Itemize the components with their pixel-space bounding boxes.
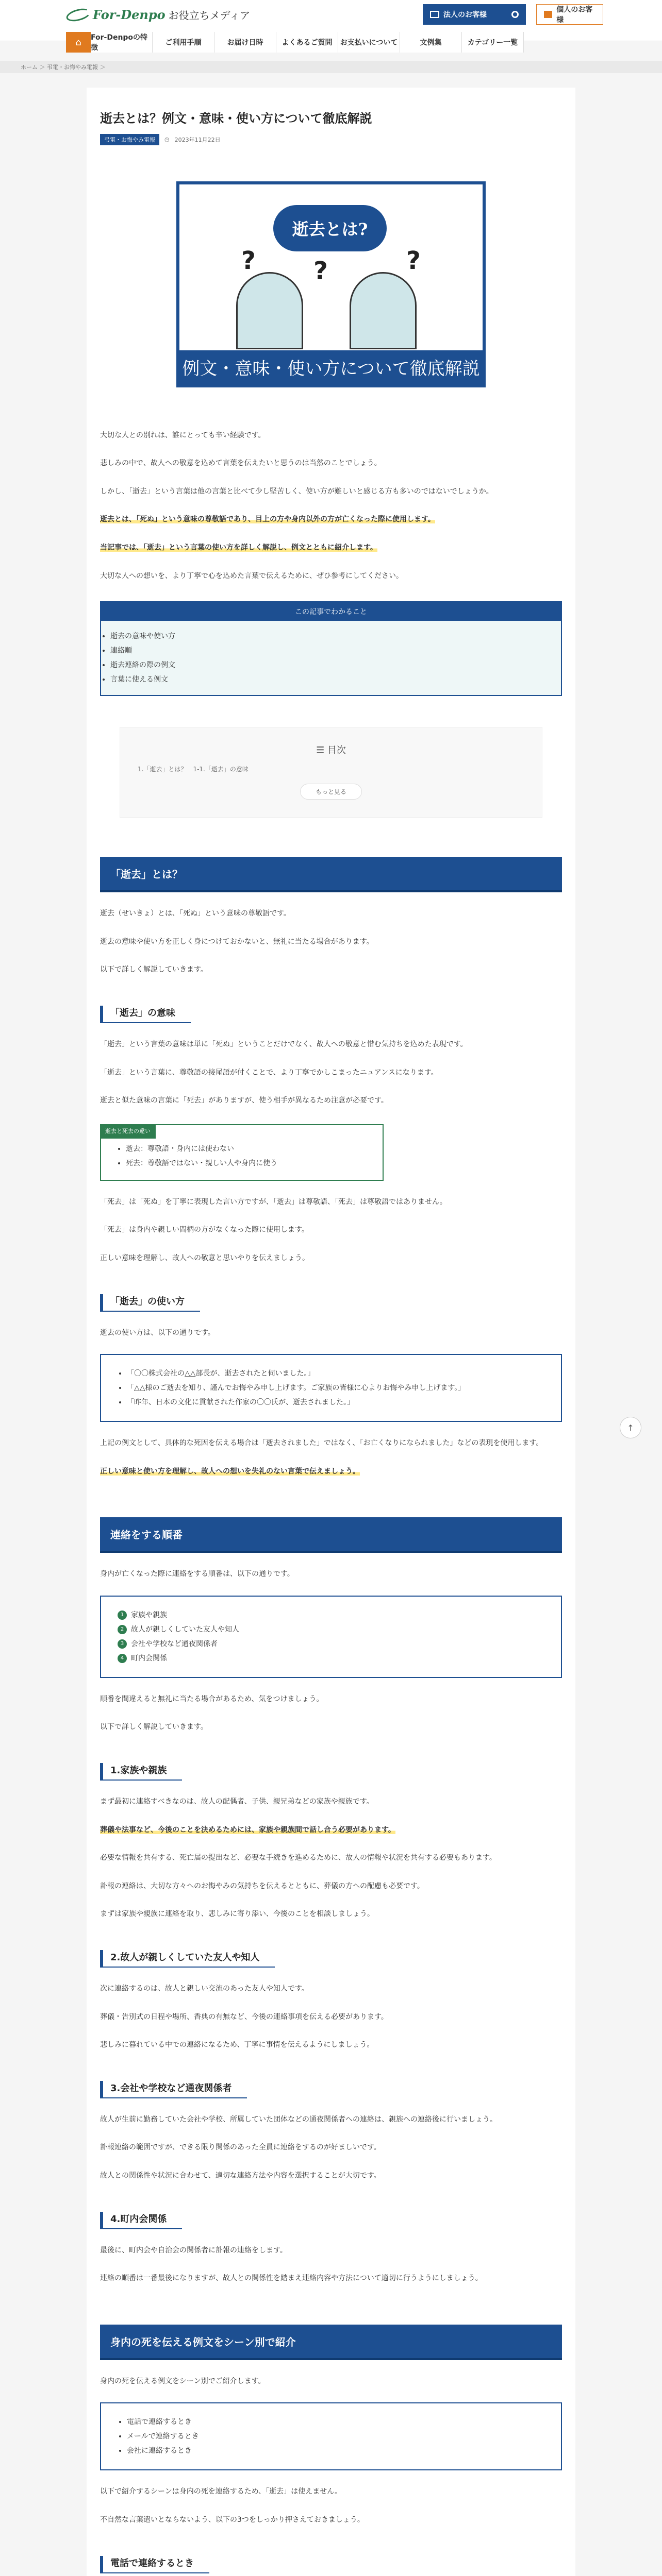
- body-paragraph: 「死去」は「死ぬ」を丁寧に表現した言い方ですが、「逝去」は尊敬語、「死去」は尊敬語ではありません。: [100, 1197, 447, 1206]
- intro-paragraph: 大切な人との別れは、誰にとっても辛い経験です。: [100, 431, 266, 439]
- order-item: 3 会社や学校など通夜関係者: [118, 1637, 544, 1651]
- body-paragraph: 正しい意味を理解し、故人への敬意と思いやりを伝えましょう。: [100, 1253, 309, 1262]
- toc-title-text: 目次: [327, 745, 346, 756]
- section-heading: 連絡をする順番: [100, 1517, 562, 1553]
- global-nav: [66, 32, 524, 53]
- body-paragraph: 以下で詳しく解説していきます。: [100, 965, 208, 974]
- nav-item-categories[interactable]: カテゴリー一覧: [462, 32, 524, 53]
- usage-item: • 「〇〇株式会社の△△部長が、逝去されたと伺いました。」: [127, 1366, 544, 1381]
- summary-item: • 逝去連絡の際の例文: [110, 658, 540, 672]
- scene-item: • メールで連絡するとき: [127, 2429, 544, 2444]
- logo-brand: For-Denpo: [93, 7, 166, 22]
- order-item-label: 家族や親族: [131, 1611, 167, 1619]
- order-item: 4 町内会関係: [118, 1651, 544, 1666]
- intro-paragraph: [100, 541, 562, 555]
- usage-item: • 「△△様のご逝去を知り、謹んでお悔やみ申し上げます。ご家族の皆様に心よりお悔やみ申し上げます。」: [127, 1381, 544, 1395]
- toc-link[interactable]: 1.「逝去」とは？ 1-1.「逝去」の意味: [138, 766, 249, 773]
- scroll-up-button[interactable]: ↑: [620, 1417, 641, 1438]
- difference-box: [100, 1124, 384, 1181]
- nav-item-templates[interactable]: 文例集: [400, 32, 462, 53]
- body-paragraph: 次に連絡するのは、故人と親しい交流のあった友人や知人です。: [100, 1985, 309, 1993]
- body-paragraph: 順番を間違えると無礼に当たる場合があるため、気をつけましょう。: [100, 1694, 324, 1703]
- intro-paragraph: [100, 513, 562, 527]
- body-paragraph: 訃報連絡の範囲ですが、できる限り関係のあった全員に連絡をするのが好ましいです。: [100, 2143, 381, 2152]
- home-icon[interactable]: ⌂: [66, 32, 91, 53]
- body-paragraph: 葬儀・告別式の日程や場所、香典の有無など、今後の連絡事項を伝える必要があります。: [100, 2012, 388, 2021]
- personal-button[interactable]: [536, 4, 603, 25]
- body-paragraph: 身内の死を伝える例文をシーン別でご紹介します。: [100, 2377, 266, 2385]
- usage-box: [100, 1354, 562, 1422]
- site-logo[interactable]: [66, 7, 250, 22]
- logo-mark-icon: [65, 6, 92, 24]
- table-of-contents: [120, 727, 542, 818]
- summary-item: • 連絡順: [110, 643, 540, 658]
- body-paragraph: 「死去」は身内や親しい間柄の方がなくなった際に使用します。: [100, 1226, 309, 1234]
- order-item-label: 会社や学校など通夜関係者: [131, 1639, 218, 1648]
- body-paragraph: 逝去（せいきょ）とは、「死ぬ」という意味の尊敬語です。: [100, 909, 291, 918]
- nav-item-delivery[interactable]: お届け日時: [214, 32, 276, 53]
- body-paragraph: まずは家族や親族に連絡を取り、悲しみに寄り添い、今後のことを相談しましょう。: [100, 1910, 374, 1919]
- scene-box: [100, 2402, 562, 2470]
- difference-tag: 逝去と死去の違い: [100, 1124, 156, 1139]
- body-paragraph: まず最初に連絡すべきなのは、故人の配偶者、子供、親兄弟などの家族や親族です。: [100, 1798, 374, 1806]
- question-mark-icon: ?: [241, 246, 256, 275]
- body-paragraph: 故人が生前に勤務していた会社や学校、所属していた団体などの通夜関係者への連絡は、親族への連絡後に行いましょう。: [100, 2115, 497, 2124]
- clock-icon: ◷: [164, 136, 170, 143]
- order-item-label: 町内会関係: [131, 1654, 167, 1663]
- breadcrumb-bar: [0, 61, 662, 73]
- order-item: 2 故人が親しくしていた友人や知人: [118, 1622, 544, 1637]
- toc-title: [138, 743, 524, 756]
- difference-item: • 逝去：尊敬語・身内には使わない: [126, 1142, 367, 1156]
- body-paragraph: 以下で詳しく解説していきます。: [100, 1723, 208, 1732]
- scene-item: • 会社に連絡するとき: [127, 2444, 544, 2458]
- list-icon: ☰: [316, 745, 327, 756]
- highlight-text: 正しい意味と使い方を理解し、故人への想いを失礼のない言葉で伝えましょう。: [100, 1467, 360, 1476]
- person-illustration: [236, 272, 303, 349]
- subsection-heading: 電話で連絡するとき: [100, 2556, 209, 2573]
- page-title: 逝去とは？例文・意味・使い方について徹底解説: [100, 111, 372, 126]
- highlight-text: 逝去とは、「死ぬ」という意味の尊敬語であり、目上の方や身内以外の方が亡くなった際に使用します。: [100, 515, 435, 524]
- summary-title: この記事でわかること: [101, 602, 561, 621]
- body-paragraph: 訃報の連絡は、大切な方々へのお悔やみの気持ちを伝えるとともに、葬儀の方への配慮も必要です。: [100, 1882, 424, 1890]
- summary-item: • 逝去の意味や使い方: [110, 629, 540, 643]
- body-paragraph: 不自然な言葉遣いとならないよう、以下の3つをしっかり押さえておきましょう。: [100, 2515, 365, 2524]
- subsection-heading: 「逝去」の意味: [100, 1006, 191, 1023]
- person-icon: [544, 11, 552, 18]
- body-paragraph: 連絡の順番は一番最後になりますが、故人との関係性を踏まえ連絡内容や方法について適切に行うようにしましょう。: [100, 2274, 483, 2283]
- usage-item: • 「昨年、日本の文化に貢献された作家の〇〇氏が、逝去されました。」: [127, 1395, 544, 1410]
- highlight-text: 当記事では、「逝去」という言葉の使い方を詳しく解説し、例文とともに紹介します。: [100, 543, 377, 552]
- intro-paragraph: 大切な人への想いを、より丁寧で心を込めた言葉で伝えるために、ぜひ参考にしてください。: [100, 571, 403, 580]
- scene-item: • 電話で連絡するとき: [127, 2415, 544, 2429]
- personal-button-label: 個人のお客様: [556, 6, 593, 24]
- body-paragraph: 逝去の意味や使い方を正しく身につけておかないと、無礼に当たる場合があります。: [100, 937, 374, 946]
- body-paragraph: 「逝去」という言葉の意味は単に「死ぬ」ということだけでなく、故人への敬意と惜む気持ちを込めた表現です。: [100, 1040, 468, 1048]
- subsection-heading: 2.故人が親しくしていた友人や知人: [100, 1950, 275, 1968]
- nav-item-usage[interactable]: ご利用手順: [153, 32, 214, 53]
- body-paragraph: 上記の例文として、具体的な死因を伝える場合は「逝去されました」ではなく、「お亡くなりになられました」などの表現を使用します。: [100, 1439, 543, 1448]
- publish-date: 2023年11月22日: [174, 136, 221, 143]
- subsection-heading: 3.会社や学校など通夜関係者: [100, 2081, 247, 2098]
- body-paragraph: 身内が亡くなった際に連絡をする順番は、以下の通りです。: [100, 1570, 294, 1579]
- category-badge[interactable]: 弔電・お悔やみ電報: [100, 134, 159, 145]
- subsection-heading: 4.町内会関係: [100, 2212, 182, 2229]
- body-paragraph: 以下で紹介するシーンは身内の死を連絡するため、「逝去」は使えません。: [100, 2487, 342, 2496]
- highlight-text: 葬儀や法事など、今後のことを決めるためには、家族や親族間で話し合う必要があります。: [100, 1825, 395, 1834]
- section-heading: 身内の死を伝える例文をシーン別で紹介: [100, 2325, 562, 2360]
- order-box: [100, 1596, 562, 1678]
- order-item: 1 家族や親族: [118, 1608, 544, 1622]
- body-paragraph: [100, 1823, 562, 1837]
- body-paragraph: 故人との関係性や状況に合わせて、適切な連絡方法や内容を選択することが大切です。: [100, 2172, 381, 2180]
- order-item-label: 故人が親しくしていた友人や知人: [131, 1625, 239, 1634]
- body-paragraph: [100, 1465, 562, 1479]
- body-paragraph: 逝去の使い方は、以下の通りです。: [100, 1328, 215, 1337]
- hero-image: [176, 181, 486, 387]
- body-paragraph: 「逝去」という言葉に、尊敬語の接尾語が付くことで、より丁寧でかしこまったニュアンスになります。: [100, 1068, 438, 1077]
- intro-paragraph: 悲しみの中で、故人への敬意を込めて言葉を伝えたいと思うのは当然のことでしょう。: [100, 459, 382, 468]
- building-icon: [430, 11, 439, 18]
- subsection-heading: 1.家族や親族: [100, 1763, 182, 1781]
- intro-paragraph: しかし、「逝去」という言葉は他の言葉と比べて少し堅苦しく、使い方が難しいと感じる方も多いのではないでしょうか。: [100, 487, 493, 496]
- nav-item-payment[interactable]: お支払いについて: [338, 32, 400, 53]
- body-paragraph: 逝去と似た意味の言葉に「死去」がありますが、使う相手が異なるため注意が必要です。: [100, 1096, 388, 1105]
- article: [87, 88, 575, 2576]
- section-heading: 「逝去」とは？: [100, 857, 562, 892]
- article-meta: [100, 134, 562, 145]
- body-paragraph: 必要な情報を共有する、死亡届の提出など、必要な手続きを進めるために、故人の情報や状況を共有する必要もあります。: [100, 1854, 496, 1862]
- nav-item-faq[interactable]: よくあるご質問: [276, 32, 338, 53]
- corporate-button[interactable]: [423, 4, 526, 25]
- summary-item: • 言葉に使える例文: [110, 672, 540, 687]
- corporate-button-label: 法人のお客様: [443, 11, 487, 19]
- subsection-heading: 「逝去」の使い方: [100, 1294, 200, 1312]
- breadcrumb[interactable]: ホーム ＞ 弔電・お悔やみ電報 ＞: [21, 64, 106, 71]
- hero-band-text: 例文・意味・使い方について徹底解説: [179, 350, 483, 384]
- hero-bubble-text: 逝去とは?: [273, 205, 387, 251]
- gear-icon: [511, 11, 519, 18]
- body-paragraph: 最後に、町内会や自治会の関係者に訃報の連絡をします。: [100, 2246, 287, 2255]
- nav-item-features[interactable]: For-Denpoの特徴: [91, 32, 153, 53]
- summary-box: [100, 601, 562, 696]
- person-illustration: [350, 272, 417, 349]
- question-mark-icon: ?: [313, 256, 328, 285]
- difference-item: • 死去：尊敬語ではない・親しい人や身内に使う: [126, 1156, 367, 1171]
- question-mark-icon: ?: [406, 246, 421, 275]
- toc-more-button[interactable]: もっと見る: [300, 784, 362, 800]
- body-paragraph: 悲しみに暮れている中での連絡になるため、丁寧に事情を伝えるようにしましょう。: [100, 2041, 374, 2049]
- logo-subtitle: お役立ちメディア: [168, 9, 251, 22]
